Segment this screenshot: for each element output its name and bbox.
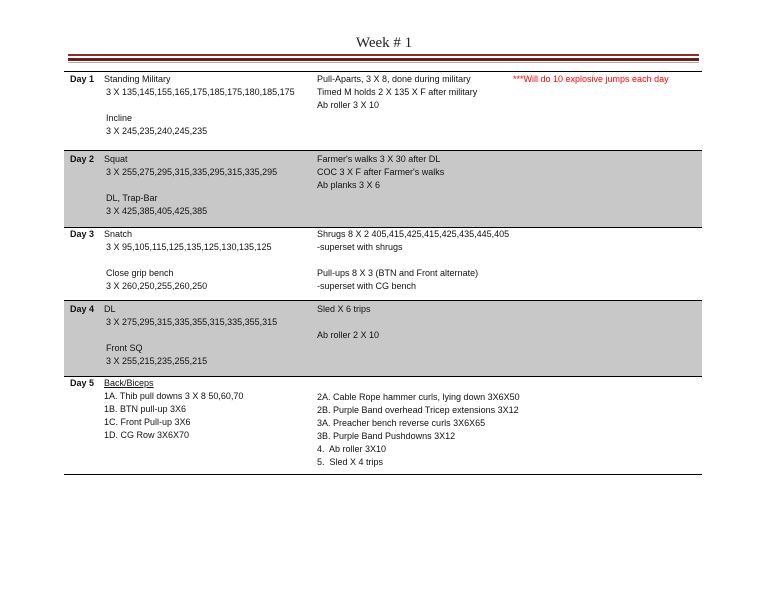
exercise-line: DL: [104, 304, 116, 314]
day-label: Day 2: [70, 154, 95, 164]
accessory-line: Shrugs 8 X 2 405,415,425,415,425,435,445,405: [317, 229, 510, 239]
exercise-line: 3 X 260,250,255,260,250: [106, 281, 208, 291]
exercise-line: Standing Military: [104, 74, 171, 84]
day-label: Day 5: [70, 378, 95, 388]
accessory-line: Pull-ups 8 X 3 (BTN and Front alternate): [317, 268, 479, 278]
accessory-line: Timed M holds 2 X 135 X F after military: [317, 87, 478, 97]
accessory-line: -superset with CG bench: [317, 281, 417, 291]
exercise-line: 3 X 95,105,115,125,135,125,130,135,125: [106, 242, 272, 252]
exercise-line: DL, Trap-Bar: [106, 193, 158, 203]
accessory-line: 4. Ab roller 3X10: [317, 444, 387, 454]
daily-note: ***Will do 10 explosive jumps each day: [513, 74, 669, 84]
accessory-line: COC 3 X F after Farmer's walks: [317, 167, 445, 177]
exercise-line: 1B. BTN pull-up 3X6: [104, 404, 187, 414]
exercise-line: Snatch: [104, 229, 133, 239]
exercise-line: 3 X 425,385,405,425,385: [106, 206, 208, 216]
accessory-line: 2B. Purple Band overhead Tricep extensions 3X12: [317, 405, 519, 415]
title-rule-line: [68, 62, 699, 63]
exercise-line: 3 X 135,145,155,165,175,185,175,180,185,175: [106, 87, 295, 97]
title-rule-bottom: [68, 58, 699, 61]
day-row-4: [64, 301, 702, 377]
accessory-line: -superset with shrugs: [317, 242, 403, 252]
accessory-line: 3A. Preacher bench reverse curls 3X6X65: [317, 418, 486, 428]
accessory-line: Ab planks 3 X 6: [317, 180, 381, 190]
accessory-line: Farmer's walks 3 X 30 after DL: [317, 154, 441, 164]
day-label: Day 4: [70, 304, 95, 314]
section-heading: Back/Biceps: [104, 378, 154, 388]
exercise-line: 3 X 245,235,240,245,235: [106, 126, 208, 136]
day-row-5: [64, 377, 702, 475]
day-label: Day 1: [70, 74, 95, 84]
day-row-1: [64, 72, 702, 151]
page-title: Week # 1: [355, 35, 413, 51]
accessory-line: 3B. Purple Band Pushdowns 3X12: [317, 431, 456, 441]
day-row-3: [64, 228, 702, 301]
exercise-line: 3 X 255,275,295,315,335,295,315,335,295: [106, 167, 278, 177]
week-table: [64, 71, 702, 475]
accessory-line: Ab roller 3 X 10: [317, 100, 380, 110]
accessory-line: 2A. Cable Rope hammer curls, lying down 3X6X50: [317, 392, 520, 402]
exercise-line: Front SQ: [106, 343, 143, 353]
accessory-line: 5. Sled X 4 trips: [317, 457, 384, 467]
accessory-line: Ab roller 2 X 10: [317, 330, 380, 340]
day-row-2: [64, 151, 702, 228]
exercise-line: 1D. CG Row 3X6X70: [104, 430, 190, 440]
accessory-line: Sled X 6 trips: [317, 304, 371, 314]
title-rule-top: [68, 54, 699, 56]
exercise-line: Squat: [104, 154, 128, 164]
exercise-line: Close grip bench: [106, 268, 174, 278]
exercise-line: 1A. Thib pull downs 3 X 8 50,60,70: [104, 391, 244, 401]
exercise-line: Incline: [106, 113, 133, 123]
exercise-line: 3 X 255,215,235,255,215: [106, 356, 208, 366]
day-label: Day 3: [70, 229, 95, 239]
exercise-line: 3 X 275,295,315,335,355,315,335,355,315: [106, 317, 278, 327]
accessory-line: Pull-Aparts, 3 X 8, done during military: [317, 74, 471, 84]
exercise-line: 1C. Front Pull-up 3X6: [104, 417, 191, 427]
